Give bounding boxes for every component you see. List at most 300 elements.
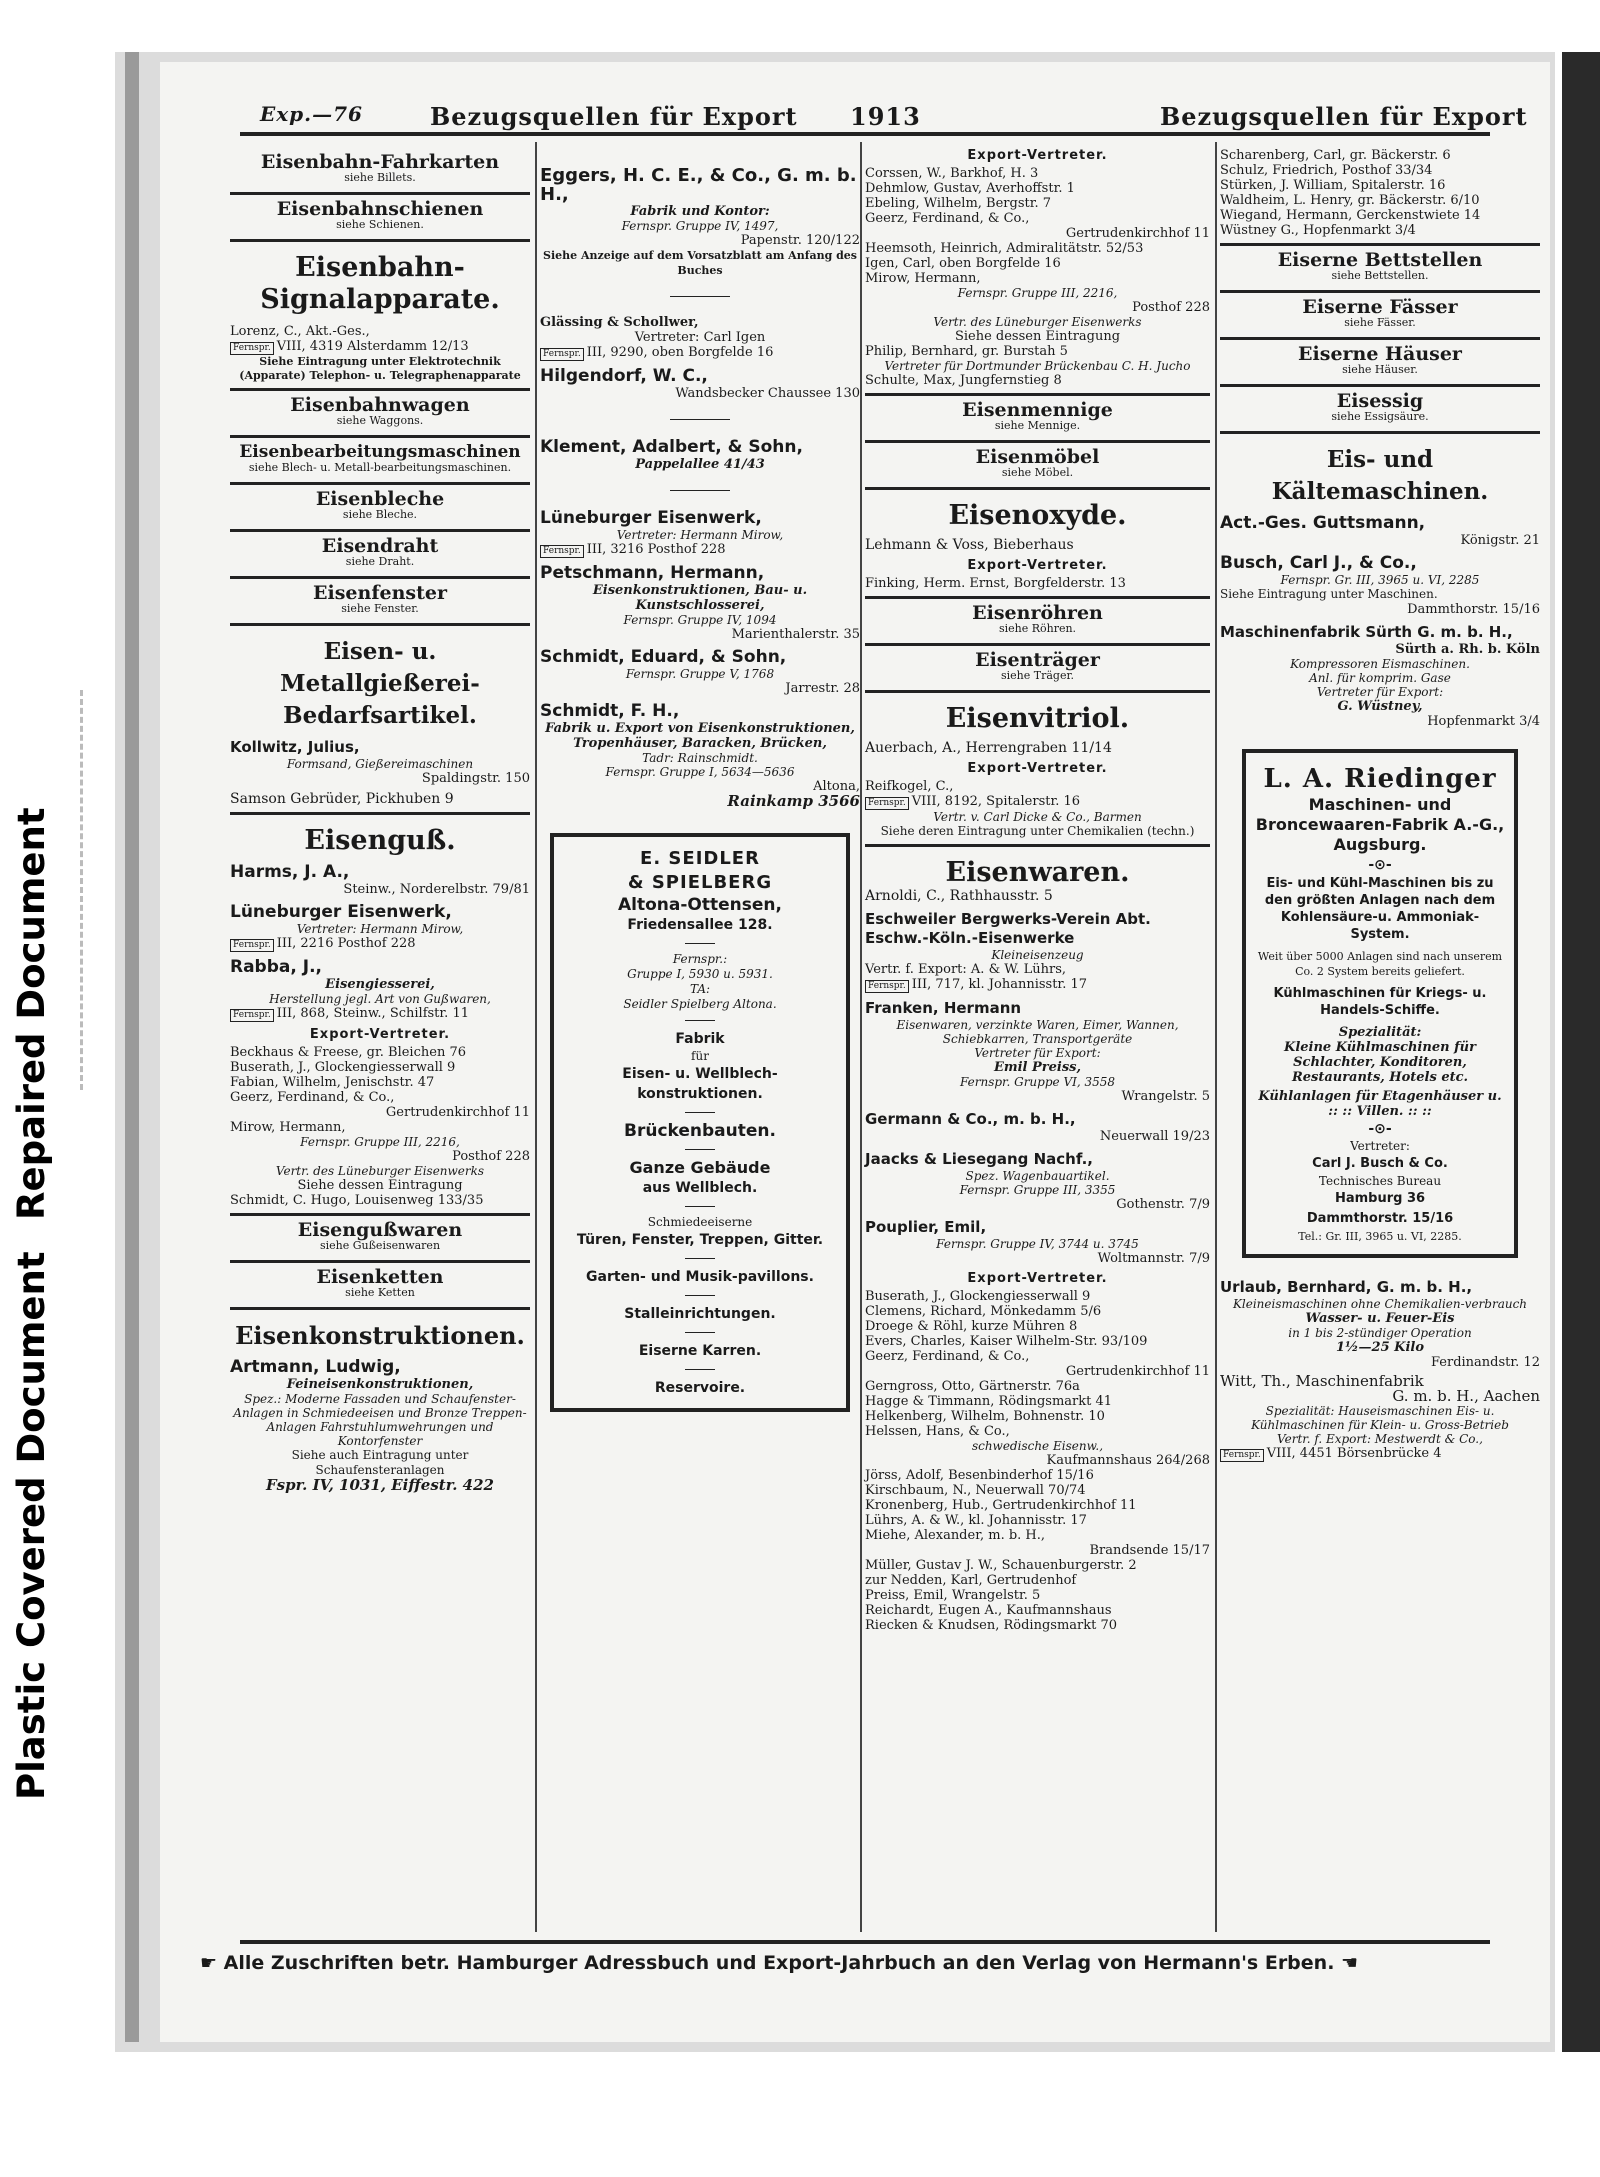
list-item: Heemsoth, Heinrich, Admiralitätstr. 52/53 xyxy=(865,241,1144,256)
ad-line: für xyxy=(691,1049,709,1063)
list-item: Igen, Carl, oben Borgfelde 16 xyxy=(865,256,1061,271)
separator xyxy=(230,482,530,485)
entry-address: Königstr. 21 xyxy=(1460,533,1540,548)
entry-address: Marienthalerstr. 35 xyxy=(731,627,860,642)
ad-line: Dammthorstr. 15/16 xyxy=(1306,1211,1454,1226)
ad-line: Seidler Spielberg Altona. xyxy=(623,997,777,1011)
ad-line: Garten- und Musik-pavillons. xyxy=(586,1269,814,1285)
phone-tag: Fernspr. xyxy=(540,545,584,558)
list-item: Mirow, Hermann, xyxy=(230,1120,346,1135)
entry-name: Lorenz, C., Akt.-Ges., xyxy=(230,324,370,339)
separator xyxy=(865,596,1210,599)
ad-line: E. SEIDLER xyxy=(640,848,760,869)
entry-note: Spez.: Moderne Fassaden und Schaufenster-Anlagen in Schmiedeeisen und Bronze Treppen-Anlagen Fahrstuhlumwehrungen und Kontorfenster xyxy=(233,1392,527,1448)
list-item: Philip, Bernhard, gr. Burstah 5 xyxy=(865,344,1068,359)
ad-line: Friedensallee 128. xyxy=(627,917,773,933)
ad-line: Reservoire. xyxy=(654,1380,746,1396)
sidebar xyxy=(0,0,95,2177)
entry-note: Vertr. f. Export: A. & W. Lührs, xyxy=(865,962,1067,977)
ad-line: Türen, Fenster, Treppen, Gitter. xyxy=(576,1232,824,1248)
entry-note: Feineisenkonstruktionen, xyxy=(286,1377,474,1392)
category-heading: Eisenträger xyxy=(975,649,1100,671)
entry-note: Fernspr. Gruppe VI, 3558 xyxy=(959,1075,1116,1089)
entry-note: Siehe Eintragung unter Maschinen. xyxy=(1220,587,1438,601)
category-heading: Eisessig xyxy=(1336,390,1424,412)
list-item: schwedische Eisenw., xyxy=(971,1439,1104,1453)
entry-address: Wandsbecker Chaussee 130 xyxy=(675,386,860,401)
list-item: Fernspr. Gruppe III, 2216, xyxy=(300,1135,460,1149)
entry-note: Vertreter für Export: xyxy=(974,1046,1101,1060)
entry-note: Kleineismaschinen ohne Chemikalien-verbrauch xyxy=(1232,1297,1528,1311)
category-heading: Eisenbleche xyxy=(315,488,445,510)
entry-name: G. m. b. H., Aachen xyxy=(1392,1387,1540,1405)
entry-name: Artmann, Ludwig, xyxy=(230,1357,401,1377)
ad-line: Technisches Bureau xyxy=(1318,1174,1442,1188)
entry-name: Witt, Th., Maschinenfabrik xyxy=(1220,1372,1424,1390)
entry-note: Spezialität: Hauseismaschinen Eis- u. Kühlmaschinen für Klein- u. Gross-Betrieb xyxy=(1251,1404,1509,1432)
category-heading: Eis- und Kältemaschinen. xyxy=(1271,446,1489,505)
list-item: Corssen, W., Barkhof, H. 3 xyxy=(865,166,1039,181)
separator xyxy=(230,1307,530,1310)
entry-address: Papenstr. 120/122 xyxy=(740,233,860,248)
document-page xyxy=(160,62,1550,2042)
ad-line: Eisen- u. Wellblech-konstruktionen. xyxy=(622,1066,778,1102)
ad-line: Hamburg 36 xyxy=(1334,1191,1426,1206)
list-item: Ebeling, Wilhelm, Bergstr. 7 xyxy=(865,196,1052,211)
list-item: VIII, 8192, Spitalerstr. 16 xyxy=(911,794,1081,809)
ad-line: Ganze Gebäude xyxy=(629,1158,771,1177)
entry-name: Klement, Adalbert, & Sohn, xyxy=(540,437,803,457)
phone-tag: Fernspr. xyxy=(230,1009,274,1022)
list-item: Jörss, Adolf, Besenbinderhof 15/16 xyxy=(865,1468,1094,1483)
entry-note: Kleineisenzeug xyxy=(991,948,1084,962)
ad-line: Schmiedeeiserne xyxy=(647,1215,753,1229)
entry-address: VIII, 4451 Börsenbrücke 4 xyxy=(1266,1446,1442,1461)
entry-name: Auerbach, A., Herrengraben 11/14 xyxy=(865,740,1112,756)
separator xyxy=(1220,384,1540,387)
list-item: Schmidt, C. Hugo, Louisenweg 133/35 xyxy=(230,1193,484,1208)
entry-address: Jarrestr. 28 xyxy=(785,681,860,696)
see-reference: siehe Fässer. xyxy=(1344,316,1416,329)
list-item: Kaufmannshaus 264/268 xyxy=(1046,1453,1210,1468)
short-rule xyxy=(685,1020,715,1021)
subheading: Export-Vertreter. xyxy=(309,1027,451,1042)
entry-name: Glässing & Schollwer, xyxy=(540,315,699,330)
entry-address: VIII, 4319 Alsterdamm 12/13 xyxy=(276,339,469,354)
entry-address: Rainkamp 3566 xyxy=(727,792,860,810)
entry-note: Fernspr. Gr. III, 3965 u. VI, 2285 xyxy=(1280,573,1480,587)
see-reference: siehe Häuser. xyxy=(1342,363,1418,376)
category-heading: Eisenmöbel xyxy=(975,446,1100,468)
list-item: Buserath, J., Glockengiesserwall 9 xyxy=(230,1060,456,1075)
advertisement-riedinger xyxy=(1242,749,1518,1258)
entry-name: Busch, Carl J., & Co., xyxy=(1220,553,1417,573)
list-item: Stürken, J. William, Spitalerstr. 16 xyxy=(1220,178,1446,193)
phone-tag: Fernspr. xyxy=(230,939,274,952)
separator xyxy=(865,643,1210,646)
category-heading: Eisenmennige xyxy=(962,399,1113,421)
list-item: Helkenberg, Wilhelm, Bohnenstr. 10 xyxy=(865,1409,1105,1424)
ad-line: Augsburg. xyxy=(1333,835,1427,854)
short-rule xyxy=(685,1258,715,1259)
list-item: Preiss, Emil, Wrangelstr. 5 xyxy=(865,1588,1041,1603)
ad-line: TA: xyxy=(689,982,711,996)
see-reference: siehe Schienen. xyxy=(336,218,424,231)
subheading: Export-Vertreter. xyxy=(967,558,1108,573)
ad-line: & SPIELBERG xyxy=(627,872,773,893)
ad-line: Eiserne Karren. xyxy=(638,1343,762,1359)
header-year: 1913 xyxy=(850,102,921,131)
category-heading: Eisenbahnschienen xyxy=(276,198,484,220)
entry-address: Ferdinandstr. 12 xyxy=(1430,1355,1540,1370)
entry-address: Fspr. IV, 1031, Eiffestr. 422 xyxy=(266,1476,494,1494)
entry-name: Jaacks & Liesegang Nachf., xyxy=(865,1150,1093,1168)
ad-line: -⊙- xyxy=(1368,857,1392,873)
entry-note: Fernspr. Gruppe IV, 1497, xyxy=(621,219,779,233)
ad-line: Spezialität: xyxy=(1338,1025,1422,1040)
entry-name: Pouplier, Emil, xyxy=(865,1218,987,1236)
category-heading: Eisenröhren xyxy=(972,602,1103,624)
see-reference: siehe Bettstellen. xyxy=(1331,269,1429,282)
category-heading: Eisenketten xyxy=(316,1266,444,1288)
see-reference: siehe Röhren. xyxy=(998,622,1077,635)
list-item: Gertrudenkirchhof 11 xyxy=(1065,1364,1210,1379)
see-reference: siehe Waggons. xyxy=(336,414,424,427)
separator xyxy=(1220,431,1540,434)
separator xyxy=(230,1213,530,1216)
category-heading: Eiserne Häuser xyxy=(1298,343,1462,365)
list-item: Vertr. v. Carl Dicke & Co., Barmen xyxy=(933,810,1142,824)
label-plastic-covered: Plastic Covered Document xyxy=(10,1251,53,1800)
see-reference: siehe Draht. xyxy=(345,555,415,568)
entry-note: Fernspr. Gruppe IV, 3744 u. 3745 xyxy=(936,1237,1139,1251)
list-item: Schulz, Friedrich, Posthof 33/34 xyxy=(1220,163,1433,178)
entry-address: III, 3216 Posthof 228 xyxy=(586,542,726,557)
entry-address: Woltmannstr. 7/9 xyxy=(1097,1251,1210,1266)
list-item: Waldheim, L. Henry, gr. Bäckerstr. 6/10 xyxy=(1220,193,1480,208)
entry-name: Eschweiler Bergwerks-Verein Abt. Eschw.-Köln.-Eisenwerke xyxy=(865,910,1151,947)
see-reference: siehe Träger. xyxy=(1000,669,1074,682)
list-item: Gerngross, Otto, Gärtnerstr. 76a xyxy=(865,1379,1080,1394)
list-item: zur Nedden, Karl, Gertrudenhof xyxy=(865,1573,1077,1588)
phone-tag: Fernspr. xyxy=(865,980,909,993)
ad-line: Vertreter: xyxy=(1350,1139,1410,1153)
list-item: Vertreter für Dortmunder Brückenbau C. H. Jucho xyxy=(884,359,1191,373)
list-item: Beckhaus & Freese, gr. Bleichen 76 xyxy=(230,1045,466,1060)
entry-address: Hopfenmarkt 3/4 xyxy=(1427,714,1540,729)
list-item: Geerz, Ferdinand, & Co., xyxy=(865,1349,1030,1364)
list-item: Wüstney G., Hopfenmarkt 3/4 xyxy=(1220,223,1416,238)
list-item: Reichardt, Eugen A., Kaufmannshaus xyxy=(865,1603,1112,1618)
entry-name: Urlaub, Bernhard, G. m. b. H., xyxy=(1220,1278,1473,1296)
entry-note: Formsand, Gießereimaschinen xyxy=(286,757,474,771)
ad-line: -⊙- xyxy=(1368,1121,1392,1137)
entry-address: III, 868, Steinw., Schilfstr. 11 xyxy=(276,1006,469,1021)
entry-note: Fernspr. Gruppe III, 3355 xyxy=(959,1183,1116,1197)
short-rule xyxy=(670,419,730,420)
column-divider xyxy=(860,142,862,1932)
category-heading: Eisenkonstruktionen. xyxy=(235,1321,525,1350)
list-item: Scharenberg, Carl, gr. Bäckerstr. 6 xyxy=(1220,148,1451,163)
list-item: Vertr. des Lüneburger Eisenwerks xyxy=(933,315,1142,329)
list-item: Geerz, Ferdinand, & Co., xyxy=(230,1090,395,1105)
see-reference: siehe Essigsäure. xyxy=(1331,410,1429,423)
see-reference: siehe Ketten xyxy=(345,1286,415,1299)
column-4 xyxy=(1220,148,1540,1462)
list-item: Posthof 228 xyxy=(452,1149,530,1164)
footer-rule xyxy=(240,1940,1490,1944)
short-rule xyxy=(685,943,715,944)
list-item: Miehe, Alexander, m. b. H., xyxy=(865,1528,1046,1543)
ad-line: Maschinen- und Broncewaaren-Fabrik A.-G., xyxy=(1255,795,1505,834)
separator xyxy=(230,812,530,815)
entry-address: Steinw., Norderelbstr. 79/81 xyxy=(343,882,530,897)
list-item: Brandsende 15/17 xyxy=(1089,1543,1210,1558)
short-rule xyxy=(685,1332,715,1333)
entry-name: Germann & Co., m. b. H., xyxy=(865,1110,1076,1128)
ad-line: Fabrik xyxy=(675,1031,725,1047)
category-heading: Eisenoxyde. xyxy=(948,500,1127,531)
column-divider xyxy=(1215,142,1217,1932)
entry-address: Altona, xyxy=(813,779,860,794)
short-rule xyxy=(685,1206,715,1207)
entry-note: Vertreter für Export: xyxy=(1316,685,1444,699)
list-item: Evers, Charles, Kaiser Wilhelm-Str. 93/109 xyxy=(865,1334,1148,1349)
list-item: Siehe dessen Eintragung xyxy=(954,329,1121,344)
see-reference: siehe Möbel. xyxy=(1001,466,1074,479)
list-item: Siehe deren Eintragung unter Chemikalien (techn.) xyxy=(880,824,1195,838)
list-item: Wiegand, Hermann, Gerckenstwiete 14 xyxy=(1220,208,1481,223)
list-item: Posthof 228 xyxy=(1132,300,1210,315)
list-item: Finking, Herm. Ernst, Borgfelderstr. 13 xyxy=(865,576,1126,591)
separator xyxy=(1220,337,1540,340)
list-item: Lührs, A. & W., kl. Johannisstr. 17 xyxy=(865,1513,1087,1528)
ad-line: Gruppe I, 5930 u. 5931. xyxy=(627,967,773,981)
phone-tag: Fernspr. xyxy=(230,342,274,355)
entry-name: Petschmann, Hermann, xyxy=(540,563,765,583)
entry-note: Siehe Anzeige auf dem Vorsatzblatt am Anfang des Buches xyxy=(543,249,857,277)
entry-name: Maschinenfabrik Sürth G. m. b. H., xyxy=(1220,623,1513,641)
entry-note: Siehe Eintragung unter Elektrotechnik (Apparate) Telephon- u. Telegraphenapparate xyxy=(239,355,521,382)
separator xyxy=(1220,290,1540,293)
entry-name: Lüneburger Eisenwerk, xyxy=(230,902,452,922)
separator xyxy=(865,440,1210,443)
ad-line: Brückenbauten. xyxy=(624,1121,776,1141)
see-reference: siehe Billets. xyxy=(344,171,416,184)
ad-line: L. A. Riedinger xyxy=(1263,764,1497,794)
category-heading: Eisen- u. Metallgießerei-Bedarfsartikel. xyxy=(280,638,480,729)
entry-address: Pappelallee 41/43 xyxy=(635,457,765,472)
list-item: Schulte, Max, Jungfernstieg 8 xyxy=(865,373,1062,388)
category-heading: Eiserne Bettstellen xyxy=(1277,249,1483,271)
entry-address: III, 9290, oben Borgfelde 16 xyxy=(586,345,774,360)
entry-address: Dammthorstr. 15/16 xyxy=(1407,602,1540,617)
ad-line: Kühlmaschinen für Kriegs- u. Handels-Schiffe. xyxy=(1273,986,1487,1018)
entry-note: Anl. für komprim. Gase xyxy=(1309,671,1451,685)
entry-note: Spez. Wagenbauartikel. xyxy=(965,1169,1110,1183)
entry-name: Hilgendorf, W. C., xyxy=(540,366,708,386)
list-item: Fernspr. Gruppe III, 2216, xyxy=(957,286,1118,300)
list-item: Mirow, Hermann, xyxy=(865,271,981,286)
entry-name: Act.-Ges. Guttsmann, xyxy=(1220,513,1426,533)
ad-line: Altona-Ottensen, xyxy=(618,895,782,915)
category-heading: Eisendraht xyxy=(321,535,439,557)
entry-note: Herstellung jegl. Art von Gußwaren, xyxy=(269,992,491,1006)
entry-name: Eggers, H. C. E., & Co., G. m. b. H., xyxy=(540,165,857,205)
category-heading: Eisenfenster xyxy=(313,582,447,604)
entry-address: Spaldingstr. 150 xyxy=(421,771,530,786)
category-heading: Eisenbahn-Signalapparate. xyxy=(260,252,500,315)
list-item: Reifkogel, C., xyxy=(865,779,954,794)
separator xyxy=(1220,243,1540,246)
ad-line: Fernspr.: xyxy=(672,952,728,966)
phone-tag: Fernspr. xyxy=(865,797,909,810)
list-item: Dehmlow, Gustav, Averhoffstr. 1 xyxy=(865,181,1075,196)
short-rule xyxy=(685,1295,715,1296)
advertisement-seidler xyxy=(550,833,850,1412)
entry-address: III, 717, kl. Johannisstr. 17 xyxy=(911,977,1088,992)
separator xyxy=(230,529,530,532)
separator xyxy=(865,844,1210,847)
entry-name: Schmidt, Eduard, & Sohn, xyxy=(540,647,787,667)
ad-line: Carl J. Busch & Co. xyxy=(1312,1156,1448,1171)
entry-note: 1½—25 Kilo xyxy=(1335,1340,1425,1355)
ad-line: Tel.: Gr. III, 3965 u. VI, 2285. xyxy=(1298,1230,1462,1243)
list-item: Clemens, Richard, Mönkedamm 5/6 xyxy=(865,1304,1102,1319)
separator xyxy=(230,239,530,242)
separator xyxy=(230,192,530,195)
entry-name: Lehmann & Voss, Bieberhaus xyxy=(865,537,1074,553)
category-heading: Eisenvitriol. xyxy=(945,703,1130,734)
ad-line: Weit über 5000 Anlagen sind nach unserem Co. 2 System bereits geliefert. xyxy=(1257,950,1503,978)
divider xyxy=(80,690,103,1090)
short-rule xyxy=(685,1112,715,1113)
entry-name: Schmidt, F. H., xyxy=(540,701,680,721)
separator xyxy=(230,623,530,626)
list-item: Fabian, Wilhelm, Jenischstr. 47 xyxy=(230,1075,435,1090)
entry-note: Fernspr. Gruppe V, 1768 xyxy=(625,667,775,681)
short-rule xyxy=(670,296,730,297)
entry-note: Tadr: Rainschmidt. xyxy=(642,751,758,765)
entry-note: Vertr. f. Export: Mestwerdt & Co., xyxy=(1277,1432,1483,1446)
short-rule xyxy=(670,490,730,491)
list-item: Gertrudenkirchhof 11 xyxy=(385,1105,530,1120)
category-heading: Eisenbahn-Fahrkarten xyxy=(260,151,500,173)
entry-note: Fabrik u. Export von Eisenkonstruktionen, Tropenhäuser, Baracken, Brücken, xyxy=(545,721,855,751)
entry-note: in 1 bis 2-stündiger Operation xyxy=(1288,1326,1472,1340)
see-reference: siehe Bleche. xyxy=(342,508,418,521)
entry-note: Eisenwaren, verzinkte Waren, Eimer, Wannen, Schiebkarren, Transportgeräte xyxy=(896,1018,1179,1046)
entry-address: Neuerwall 19/23 xyxy=(1099,1129,1210,1144)
entry-note: G. Wüstney, xyxy=(1337,699,1423,714)
entry-name: Arnoldi, C., Rathhausstr. 5 xyxy=(865,888,1053,904)
list-item: Vertr. des Lüneburger Eisenwerks xyxy=(275,1164,485,1178)
list-item: Gertrudenkirchhof 11 xyxy=(1065,226,1210,241)
entry-address: Sürth a. Rh. b. Köln xyxy=(1395,642,1540,657)
entry-address: Gothenstr. 7/9 xyxy=(1116,1197,1210,1212)
separator xyxy=(230,388,530,391)
column-3 xyxy=(865,148,1210,1633)
column-divider xyxy=(535,142,537,1932)
ad-line: Kühlanlagen für Etagenhäuser u. :: :: Villen. :: :: xyxy=(1258,1089,1502,1119)
label-repaired: Repaired Document xyxy=(10,807,53,1220)
category-heading: Eisenbearbeitungsmaschinen xyxy=(239,442,521,462)
see-reference: siehe Gußeisenwaren xyxy=(319,1239,441,1252)
see-reference: siehe Mennige. xyxy=(994,419,1081,432)
entry-address: Wrangelstr. 5 xyxy=(1121,1089,1210,1104)
phone-tag: Fernspr. xyxy=(1220,1449,1264,1462)
category-heading: Eisengußwaren xyxy=(297,1219,463,1241)
entry-note: Siehe auch Eintragung unter Schaufensteranlagen xyxy=(291,1448,469,1477)
entry-note: Vertreter: Hermann Mirow, xyxy=(296,922,464,936)
page-number: Exp.—76 xyxy=(260,102,363,126)
column-1 xyxy=(230,148,530,1493)
short-rule xyxy=(685,1149,715,1150)
list-item: Buserath, J., Glockengiesserwall 9 xyxy=(865,1289,1091,1304)
list-item: Müller, Gustav J. W., Schauenburgerstr. 2 xyxy=(865,1558,1137,1573)
see-reference: siehe Fenster. xyxy=(341,602,419,615)
entry-note: Vertreter: Carl Igen xyxy=(634,330,766,345)
subheading: Export-Vertreter. xyxy=(967,148,1108,163)
list-item: Kronenberg, Hub., Gertrudenkirchhof 11 xyxy=(865,1498,1137,1513)
entry-name: Rabba, J., xyxy=(230,957,322,977)
list-item: Droege & Röhl, kurze Mühren 8 xyxy=(865,1319,1078,1334)
list-item: Riecken & Knudsen, Rödingsmarkt 70 xyxy=(865,1618,1118,1633)
entry-note: Fernspr. Gruppe IV, 1094 xyxy=(623,613,777,627)
entry-note: Eisengiesserei, xyxy=(325,977,435,992)
list-item: Helssen, Hans, & Co., xyxy=(865,1424,1010,1439)
pointing-hand-icon: ☛ xyxy=(200,1952,224,1974)
ad-line: Stalleinrichtungen. xyxy=(624,1306,776,1322)
right-edge xyxy=(1562,52,1600,2052)
ad-line: aus Wellblech. xyxy=(642,1180,758,1196)
list-item: Siehe dessen Eintragung xyxy=(297,1178,463,1193)
phone-tag: Fernspr. xyxy=(540,348,584,361)
entry-name: Kollwitz, Julius, xyxy=(230,738,360,756)
entry-name: Harms, J. A., xyxy=(230,862,350,882)
separator xyxy=(230,435,530,438)
list-item: Geerz, Ferdinand, & Co., xyxy=(865,211,1030,226)
separator xyxy=(865,393,1210,396)
see-reference: siehe Blech- u. Metall-bearbeitungsmaschinen. xyxy=(248,461,512,474)
entry-note: Wasser- u. Feuer-Eis xyxy=(1305,1311,1455,1326)
header-right-title: Bezugsquellen für Export xyxy=(1160,102,1528,131)
subheading: Export-Vertreter. xyxy=(967,1271,1108,1286)
list-item: Kirschbaum, N., Neuerwall 70/74 xyxy=(865,1483,1086,1498)
entry-note: Emil Preiss, xyxy=(993,1060,1082,1075)
separator xyxy=(230,1260,530,1263)
entry-name: Samson Gebrüder, Pickhuben 9 xyxy=(230,791,454,807)
pointing-hand-icon: ☚ xyxy=(1334,1952,1359,1974)
entry-note: Kompressoren Eismaschinen. xyxy=(1290,657,1470,671)
subheading: Export-Vertreter. xyxy=(967,761,1108,776)
entry-note: Fabrik und Kontor: xyxy=(630,204,770,219)
category-heading: Eiserne Fässer xyxy=(1302,296,1458,318)
column-2 xyxy=(540,148,860,1430)
header-rule xyxy=(240,132,1490,136)
ad-line: Kleine Kühlmaschinen für Schlachter, Konditoren, Restaurants, Hotels etc. xyxy=(1284,1040,1476,1085)
entry-address: III, 2216 Posthof 228 xyxy=(276,936,416,951)
ad-line: Eis- und Kühl-Maschinen bis zu den größten Anlagen nach dem Kohlensäure-u. Ammoniak-System. xyxy=(1264,876,1496,942)
separator xyxy=(865,690,1210,693)
category-heading: Eisenwaren. xyxy=(945,857,1130,888)
footer-text: Alle Zuschriften betr. Hamburger Adressbuch und Export-Jahrbuch an den Verlag von Hermann's Erben. xyxy=(223,1952,1335,1974)
category-heading: Eisenbahnwagen xyxy=(290,394,470,416)
binding-edge xyxy=(125,52,139,2042)
entry-note: Vertreter: Hermann Mirow, xyxy=(616,528,784,542)
entry-name: Lüneburger Eisenwerk, xyxy=(540,508,762,528)
header-left-title: Bezugsquellen für Export xyxy=(430,102,798,131)
